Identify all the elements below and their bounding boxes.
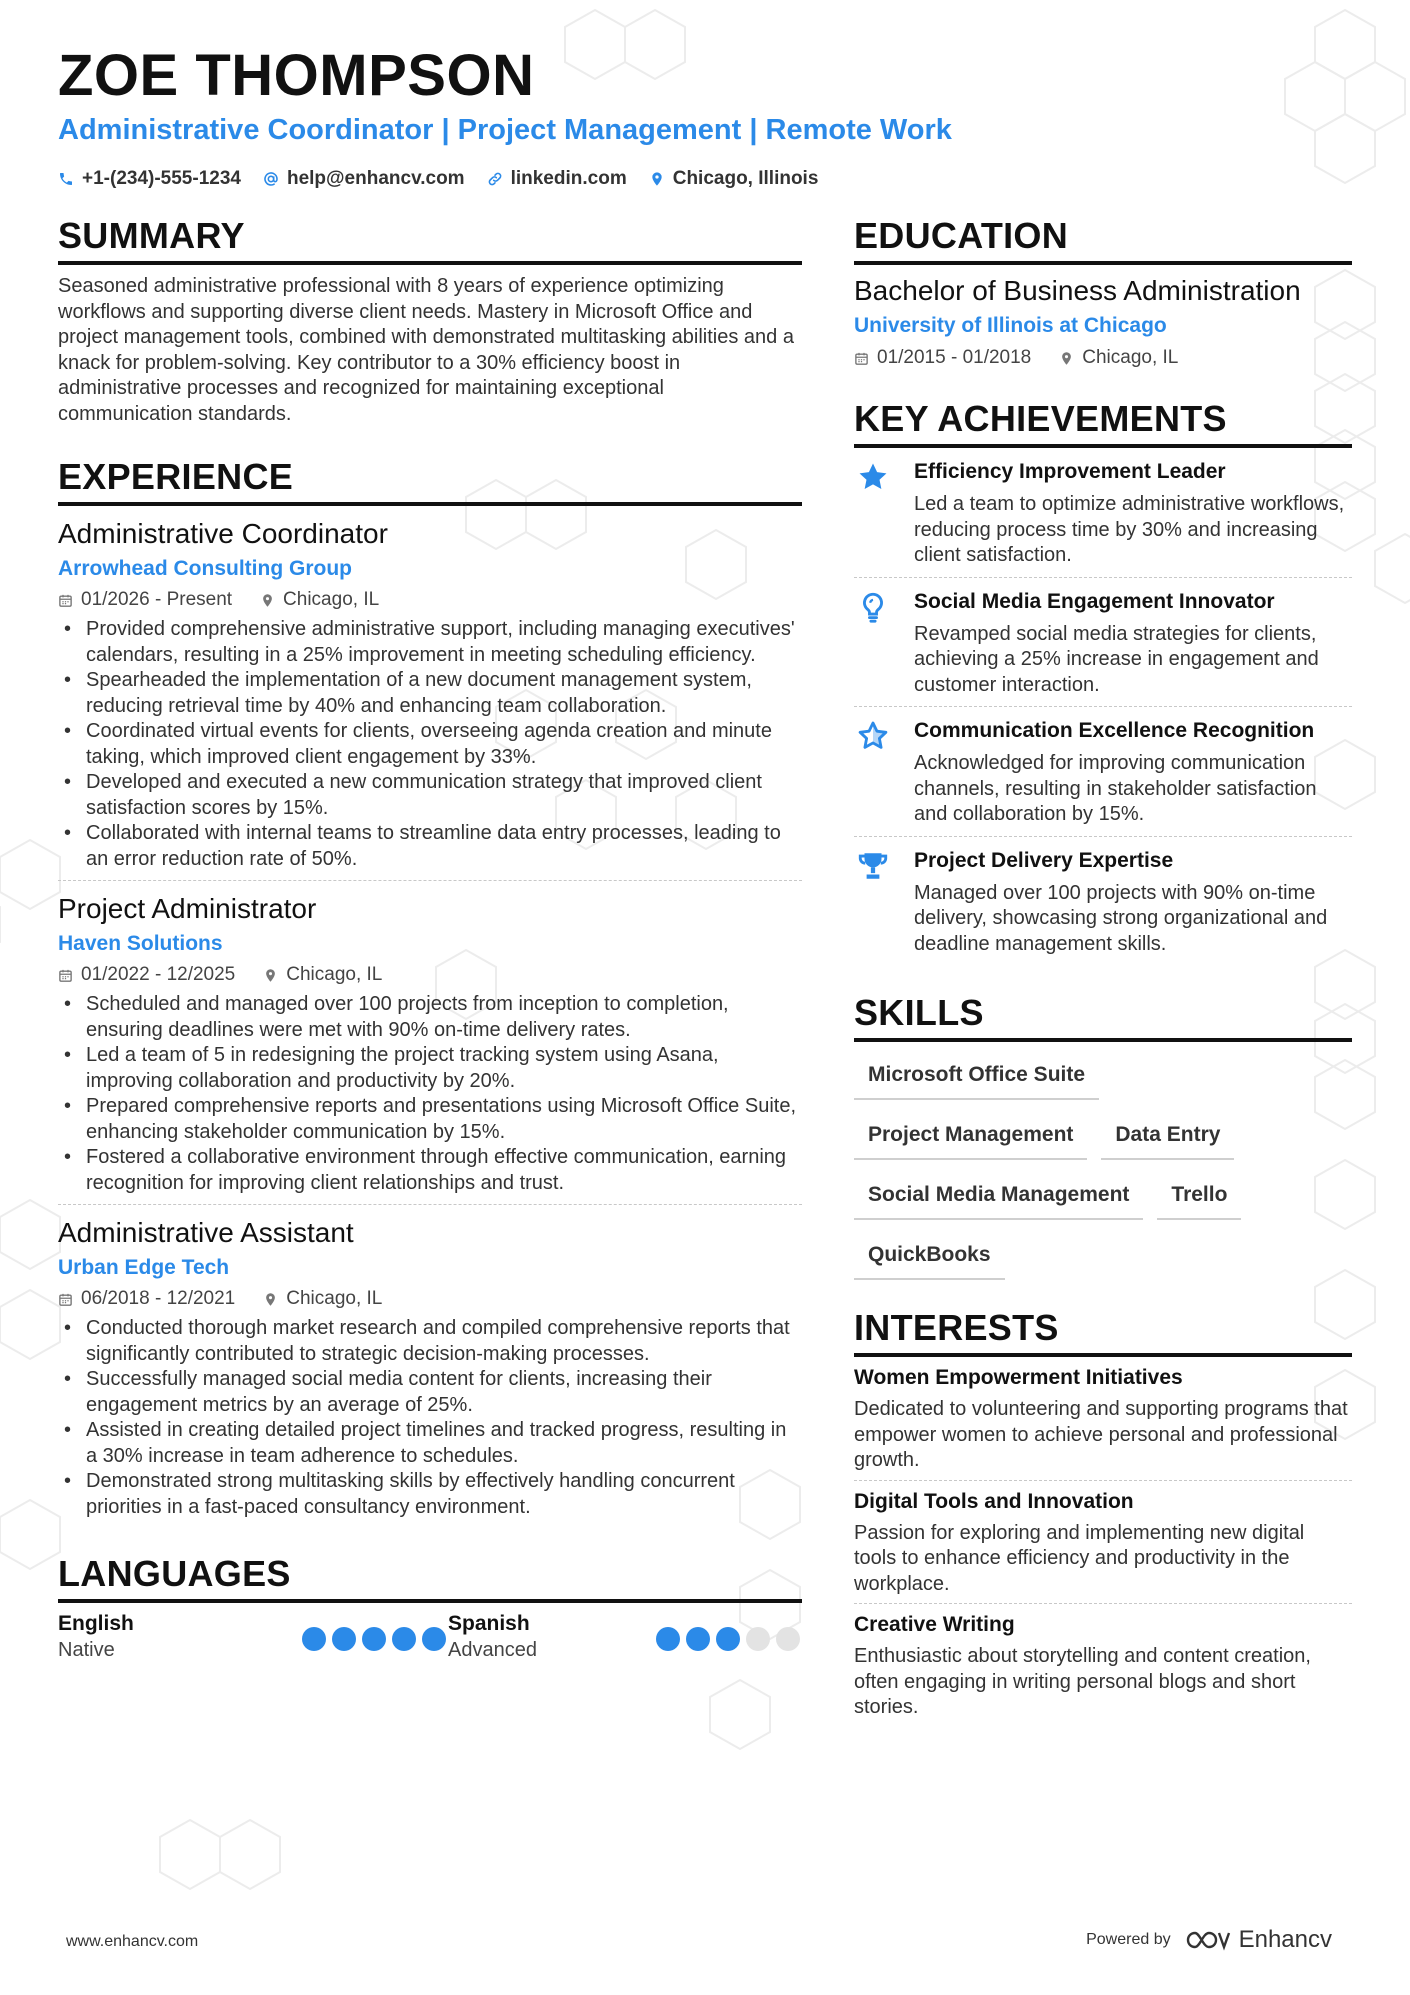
job-dates-text: 01/2026 - Present	[81, 589, 233, 610]
job-location	[263, 1287, 382, 1311]
calendar-icon	[58, 1292, 73, 1307]
summary-text: Seasoned administrative professional with 8 years of experience optimizing workflows and supporting diverse client needs. Mastery in Microsoft Office and project management tools, combined with demonstrated multitasking abilities and a knack for problem-solving. Key contributor to a 30% efficiency boost in administrative processes and recognized for maintaining exceptional communication standards.	[58, 275, 794, 425]
skill-tag: Microsoft Office Suite	[854, 1054, 1099, 1100]
interest-title: Digital Tools and Innovation	[854, 1489, 1134, 1513]
achievement-item	[854, 577, 1352, 707]
section-title-interests: INTERESTS	[854, 1306, 1352, 1357]
language-level: Advanced	[448, 1639, 537, 1661]
section-title-experience: EXPERIENCE	[58, 455, 802, 506]
education-location	[1059, 347, 1178, 369]
job-location	[263, 963, 382, 987]
section-title-skills: SKILLS	[854, 991, 1352, 1042]
skill-tag: Trello	[1157, 1174, 1241, 1220]
achievement-title: Social Media Engagement Innovator	[914, 589, 1275, 613]
job-dates	[58, 1287, 235, 1311]
location-icon	[263, 968, 278, 983]
language-level: Native	[58, 1639, 115, 1661]
summary-section	[58, 214, 802, 427]
education-dates	[854, 347, 1031, 369]
location-icon	[649, 171, 665, 187]
job-dates-text: 06/2018 - 12/2021	[81, 1288, 236, 1309]
location-icon	[263, 1292, 278, 1307]
interest-desc: Passion for exploring and implementing new digital tools to enhance efficiency and productivity in the workplace.	[854, 1521, 1305, 1595]
skill-tag: Data Entry	[1101, 1114, 1234, 1160]
language-name: English	[58, 1612, 134, 1635]
achievements-section	[854, 397, 1352, 965]
achievement-body	[914, 458, 1352, 569]
candidate-name: ZOE THOMPSON	[58, 43, 535, 108]
rating-dot-filled	[716, 1627, 740, 1651]
bullet-item: • Conducted thorough market research and compiled comprehensive reports that significantly contributed to strategic decision-making processes.	[58, 1316, 802, 1367]
job-meta	[58, 1287, 802, 1311]
calendar-icon	[58, 968, 73, 983]
skill-tag: Project Management	[854, 1114, 1087, 1160]
language-rating	[302, 1627, 446, 1651]
bullet-item: • Coordinated virtual events for clients, overseeing agenda creation and minute taking, which improved client engagement by 33%.	[58, 719, 802, 770]
email-text: help@enhancv.com	[286, 168, 465, 189]
bullet-item: • Led a team of 5 in redesigning the project tracking system using Asana, improving collaboration and productivity by 20%.	[58, 1043, 802, 1094]
language-item	[448, 1611, 802, 1663]
language-rating	[656, 1627, 800, 1651]
job-title: Administrative Assistant	[58, 1217, 354, 1248]
right-column	[854, 214, 1352, 1727]
job-dates	[58, 588, 232, 612]
job-dates	[58, 963, 235, 987]
education-degree: Bachelor of Business Administration	[854, 275, 1301, 306]
headline: Administrative Coordinator | Project Management | Remote Work	[58, 114, 952, 146]
languages-list	[58, 1611, 802, 1663]
brand-name: Enhancv	[1238, 1926, 1332, 1953]
skills-section	[854, 991, 1352, 1280]
bullet-item: • Developed and executed a new communication strategy that improved client satisfaction scores by 15%.	[58, 770, 802, 821]
achievement-item	[854, 706, 1352, 836]
footer-website[interactable]: www.enhancv.com	[66, 1933, 199, 1950]
star-icon	[856, 460, 890, 494]
footer-branding[interactable]	[1086, 1926, 1332, 1954]
section-title-summary: SUMMARY	[58, 214, 802, 265]
skills-list	[854, 1054, 1294, 1280]
education-school: University of Illinois at Chicago	[854, 314, 1167, 337]
achievement-item	[854, 448, 1352, 577]
bullet-item: • Fostered a collaborative environment through effective communication, earning recognition for improving client relationships and trust.	[58, 1145, 802, 1196]
achievement-icon-wrap	[854, 847, 892, 958]
rating-dot-filled	[302, 1627, 326, 1651]
skill-tag: Social Media Management	[854, 1174, 1143, 1220]
rating-dot-filled	[686, 1627, 710, 1651]
education-meta	[854, 347, 1352, 369]
link-icon	[487, 171, 503, 187]
calendar-icon	[854, 351, 869, 366]
achievement-icon-wrap	[854, 458, 892, 569]
job-location-text: Chicago, IL	[286, 964, 383, 985]
phone-icon	[58, 171, 74, 187]
achievement-body	[914, 847, 1352, 958]
rating-dot-filled	[362, 1627, 386, 1651]
job-meta	[58, 963, 802, 987]
job-company: Urban Edge Tech	[58, 1256, 230, 1279]
interest-title: Creative Writing	[854, 1613, 1015, 1636]
experience-section	[58, 455, 802, 1528]
job-meta	[58, 588, 802, 612]
interest-title: Women Empowerment Initiatives	[854, 1366, 1183, 1389]
interest-desc: Enthusiastic about storytelling and content creation, often engaging in writing personal blogs and short stories.	[854, 1645, 1311, 1718]
job-company: Haven Solutions	[58, 932, 223, 955]
left-column	[58, 214, 802, 1663]
skill-row-break	[1113, 1054, 1213, 1100]
job-title: Administrative Coordinator	[58, 518, 388, 549]
education-location-text: Chicago, IL	[1082, 347, 1179, 368]
bullet-item: • Assisted in creating detailed project timelines and tracked progress, resulting in a 30% increase in team adherence to schedules.	[58, 1418, 802, 1469]
achievement-body	[914, 588, 1352, 699]
linkedin-text: linkedin.com	[510, 168, 627, 189]
contact-location	[649, 168, 819, 190]
job-location-text: Chicago, IL	[286, 1288, 383, 1309]
bullet-item: • Provided comprehensive administrative support, including managing executives' calendars, resulting in a 25% improvement in meeting scheduling efficiency.	[58, 617, 802, 668]
achievement-title: Efficiency Improvement Leader	[914, 460, 1226, 483]
at-icon	[263, 171, 279, 187]
phone-text: +1-(234)-555-1234	[82, 168, 241, 189]
section-title-education: EDUCATION	[854, 214, 1352, 265]
interest-item	[854, 1357, 1352, 1480]
education-dates-text: 01/2015 - 01/2018	[877, 347, 1032, 368]
bullet-item: • Successfully managed social media content for clients, increasing their engagement metrics by an average of 25%.	[58, 1367, 802, 1418]
language-name: Spanish	[448, 1612, 530, 1635]
interest-item	[854, 1480, 1352, 1604]
section-title-achievements: KEY ACHIEVEMENTS	[854, 397, 1352, 448]
achievement-title: Project Delivery Expertise	[914, 848, 1174, 872]
rating-dot-empty	[776, 1627, 800, 1651]
achievement-desc: Revamped social media strategies for clients, achieving a 25% increase in engagement and customer interaction.	[914, 622, 1319, 696]
bullet-item: • Spearheaded the implementation of a new document management system, reducing retrieval time by 40% and enhancing team collaboration.	[58, 668, 802, 719]
contact-linkedin[interactable]	[487, 168, 627, 190]
interest-item	[854, 1603, 1352, 1727]
lightbulb-icon	[856, 590, 890, 624]
trophy-icon	[856, 849, 890, 883]
job-location-text: Chicago, IL	[283, 589, 380, 610]
bullet-item: • Collaborated with internal teams to streamline data entry processes, leading to an error reduction rate of 50%.	[58, 821, 802, 872]
language-item	[58, 1611, 448, 1663]
interests-section	[854, 1306, 1352, 1727]
location-text: Chicago, Illinois	[672, 168, 819, 189]
job-bullets	[58, 992, 802, 1196]
job-bullets	[58, 617, 802, 872]
contact-phone[interactable]	[58, 168, 241, 190]
skill-tag: QuickBooks	[854, 1234, 1005, 1280]
section-title-languages: LANGUAGES	[58, 1552, 802, 1603]
location-icon	[260, 593, 275, 608]
brand-logo	[1185, 1926, 1332, 1954]
languages-section	[58, 1552, 802, 1663]
achievement-desc: Led a team to optimize administrative workflows, reducing process time by 30% and increasing client satisfaction.	[914, 493, 1345, 566]
language-text	[448, 1611, 537, 1663]
language-text	[58, 1611, 134, 1663]
star-outline-icon	[856, 719, 890, 753]
job-entry	[58, 1204, 802, 1528]
job-company: Arrowhead Consulting Group	[58, 557, 352, 580]
achievement-item	[854, 836, 1352, 966]
achievement-body	[914, 717, 1352, 828]
achievement-icon-wrap	[854, 717, 892, 828]
achievement-icon-wrap	[854, 588, 892, 699]
enhancv-logo-icon	[1185, 1928, 1231, 1952]
achievement-desc: Acknowledged for improving communication channels, resulting in stakeholder satisfaction and collaboration by 15%.	[914, 752, 1317, 825]
job-entry	[58, 506, 802, 880]
achievement-desc: Managed over 100 projects with 90% on-time delivery, showcasing strong organizational and deadline management skills.	[914, 881, 1328, 955]
contact-bar	[58, 168, 818, 190]
location-icon	[1059, 351, 1074, 366]
rating-dot-filled	[422, 1627, 446, 1651]
bullet-item: • Prepared comprehensive reports and presentations using Microsoft Office Suite, enhancing stakeholder communication by 15%.	[58, 1094, 802, 1145]
job-title: Project Administrator	[58, 893, 317, 924]
rating-dot-filled	[392, 1627, 416, 1651]
education-section	[854, 214, 1352, 369]
job-entry	[58, 880, 802, 1204]
job-dates-text: 01/2022 - 12/2025	[81, 964, 236, 985]
interest-desc: Dedicated to volunteering and supporting programs that empower women to achieve personal and professional growth.	[854, 1398, 1348, 1471]
rating-dot-empty	[746, 1627, 770, 1651]
calendar-icon	[58, 593, 73, 608]
job-bullets	[58, 1316, 802, 1520]
bullet-item: • Scheduled and managed over 100 projects from inception to completion, ensuring deadlines were met with 90% on-time delivery rates.	[58, 992, 802, 1043]
powered-by-label: Powered by	[1086, 1931, 1171, 1948]
bullet-item: • Demonstrated strong multitasking skills by effectively handling concurrent priorities in a fast-paced consultancy environment.	[58, 1469, 802, 1520]
rating-dot-filled	[332, 1627, 356, 1651]
rating-dot-filled	[656, 1627, 680, 1651]
contact-email[interactable]	[263, 168, 465, 190]
job-location	[260, 588, 379, 612]
achievement-title: Communication Excellence Recognition	[914, 719, 1315, 742]
